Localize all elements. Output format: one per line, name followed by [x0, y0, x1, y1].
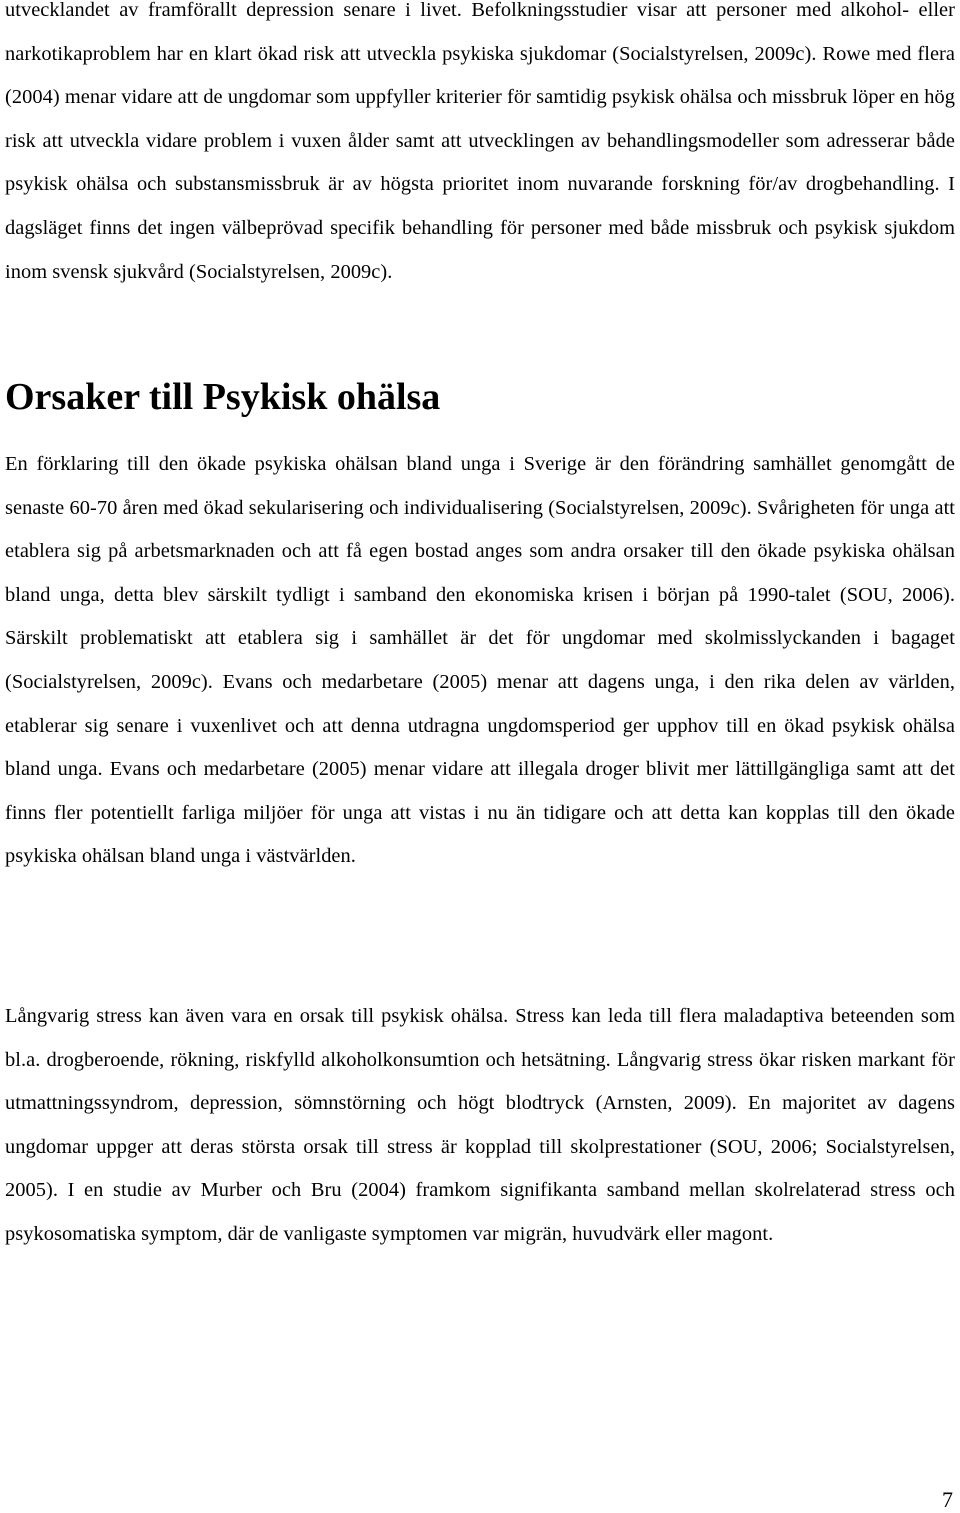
section-heading: Orsaker till Psykisk ohälsa	[5, 376, 441, 418]
paragraph-stress: Långvarig stress kan även vara en orsak till psykisk ohälsa. Stress kan leda till flera maladaptiva beteenden som bl.a. drogberoende, rökning, riskfylld alkoholkonsumtion och hetsätning. Långvarig stress ökar risken markant för utmattningssyndrom, depression, sömnstörning och högt blodtryck (Arnsten, 2009). En majoritet av dagens ungdomar uppger att deras största orsak till stress är kopplad till skolprestationer (SOU, 2006; Socialstyrelsen, 2005). I en studie av Murber och Bru (2004) framkom signifikanta samband mellan skolrelaterad stress och psykosomatiska symptom, där de vanligaste symptomen var migrän, huvudvärk eller magont.	[5, 1005, 955, 1245]
page-number: 7	[942, 1487, 953, 1512]
paragraph-continuation: utvecklandet av framförallt depression senare i livet. Befolkningsstudier visar att personer med alkohol- eller narkotikaproblem har en klart ökad risk att utveckla psykiska sjukdomar (Socialstyrelsen, 2009c). Rowe med flera (2004) menar vidare att de ungdomar som uppfyller kriterier för samtidig psykisk ohälsa och missbruk löper en hög risk att utveckla vidare problem i vuxen ålder samt att utvecklingen av behandlingsmodeller som adresserar både psykisk ohälsa och substansmissbruk är av högsta prioritet inom nuvarande forskning för/av drogbehandling. I dagsläget finns det ingen välbeprövad specifik behandling för personer med både missbruk och psykisk sjukdom inom svensk sjukvård (Socialstyrelsen, 2009c).	[5, 0, 955, 283]
paragraph-causes: En förklaring till den ökade psykiska ohälsan bland unga i Sverige är den förändring samhället genomgått de senaste 60-70 åren med ökad sekularisering och individualisering (Socialstyrelsen, 2009c). Svårigheten för unga att etablera sig på arbetsmarknaden och att få egen bostad anges som andra orsaker till den ökade psykiska ohälsan bland unga, detta blev särskilt tydligt i samband den ekonomiska krisen i början på 1990-talet (SOU, 2006). Särskilt problematiskt att etablera sig i samhället är det för ungdomar med skolmisslyckanden i bagaget (Socialstyrelsen, 2009c). Evans och medarbetare (2005) menar att dagens unga, i den rika delen av världen, etablerar sig senare i vuxenlivet och att denna utdragna ungdomsperiod ger upphov till en ökad psykisk ohälsa bland unga. Evans och medarbetare (2005) menar vidare att illegala droger blivit mer lättillgängliga samt att det finns fler potentiellt farliga miljöer för unga att vistas i nu än tidigare och att detta kan kopplas till den ökade psykiska ohälsan bland unga i västvärlden.	[5, 453, 955, 868]
